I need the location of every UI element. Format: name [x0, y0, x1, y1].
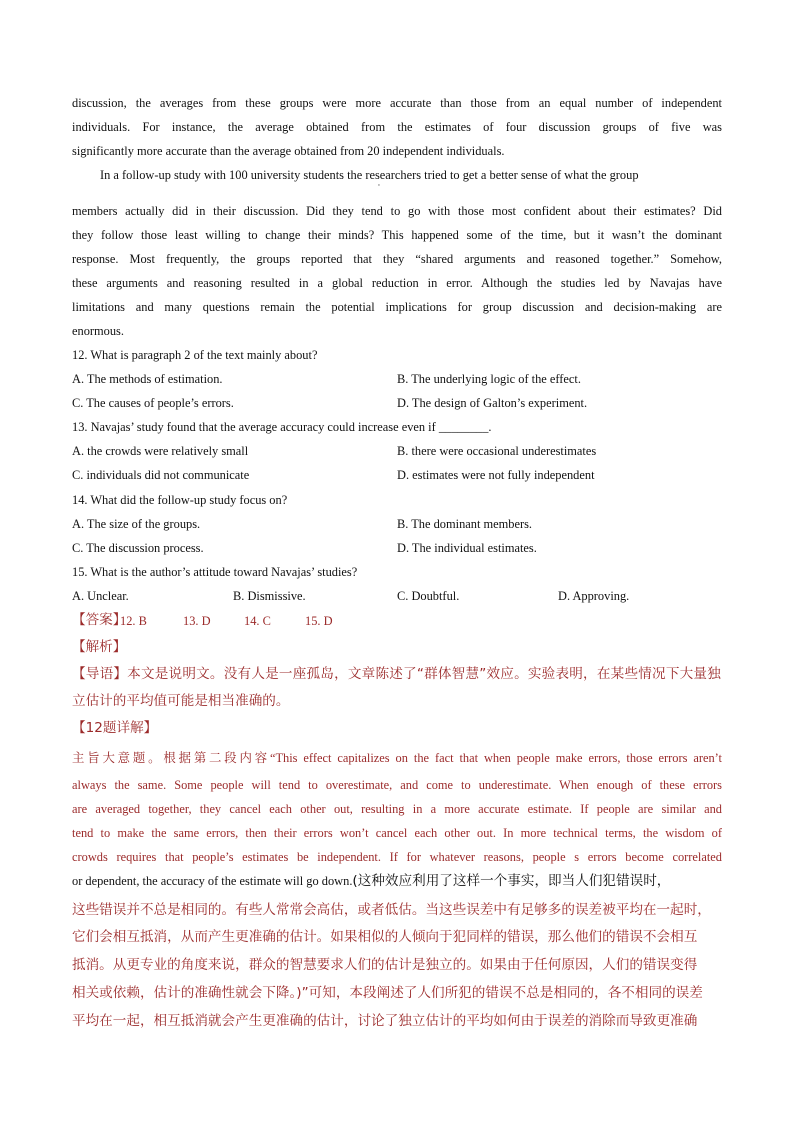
question-14-option-b: B. The dominant members.	[397, 517, 533, 531]
q12-cn-line-4: 相关或依赖，估计的准确性就会下降。)”可知，本段阐述了人们所犯的错误不总是相同的，各不相同的误差	[72, 985, 703, 1001]
q12-en-line-1: 主旨大意题。根据第二段内容“This effect capitalizes on the fact that when people make errors, those errors aren’t	[72, 751, 722, 765]
question-15-option-a: A. Unclear.	[72, 589, 129, 603]
q12-mixed-en: or dependent, the accuracy of the estimate will go down.	[72, 874, 353, 888]
answer-12: 12. B	[120, 614, 147, 628]
passage-p2-line-7: enormous.	[72, 324, 124, 338]
q12-en-line-2: always the same. Some people will tend to overestimate, and come to underestimate. When enough of these errors	[72, 778, 722, 792]
q12-en-line-5: crowds requires that people’s estimates be independent. If for whatever reasons, people s errors become correlated	[72, 850, 722, 864]
question-13-option-d: D. estimates were not fully independent	[397, 468, 595, 482]
answer-14: 14. C	[244, 614, 271, 628]
question-13-stem: 13. Navajas’ study found that the average accuracy could increase even if ________.	[72, 420, 492, 434]
passage-p2-line-6: limitations and many questions remain the potential implications for group discussion and decision-making are	[72, 300, 722, 314]
question-14-option-c: C. The discussion process.	[72, 541, 204, 555]
answer-13: 13. D	[183, 614, 211, 628]
passage-p2-line-4: response. Most frequently, the groups reported that they “shared arguments and reasoned together.” Somehow,	[72, 252, 722, 266]
question-13-option-c: C. individuals did not communicate	[72, 468, 250, 482]
passage-p1-line-2: individuals. For instance, the average obtained from the estimates of four discussion groups of five was	[72, 120, 722, 134]
q12-mixed-cn: (这种效应利用了这样一个事实，即当人们犯错误时，	[352, 873, 671, 889]
analysis-label: 【解析】	[72, 639, 127, 655]
question-12-option-d: D. The design of Galton’s experiment.	[397, 396, 588, 410]
q12-cn-line-3: 抵消。从更专业的角度来说，群众的智慧要求人们的估计是独立的。如果由于任何原因，人们的错误变得	[72, 957, 698, 973]
question-14-option-d: D. The individual estimates.	[397, 541, 537, 555]
passage-p2-line-5: these arguments and reasoning resulted in a global reduction in error. Although the studies led by Navajas have	[72, 276, 722, 290]
passage-p2-line-1: In a follow-up study with 100 university students the researchers tried to get a better sense of what the group	[100, 168, 639, 182]
question-12-stem: 12. What is paragraph 2 of the text mainly about?	[72, 348, 318, 362]
passage-p2-line-2: members actually did in their discussion. Did they tend to go with those most confident about their estimates? Did	[72, 204, 722, 218]
question-13-option-a: A. the crowds were relatively small	[72, 444, 249, 458]
question-12-option-b: B. The underlying logic of the effect.	[397, 372, 581, 386]
passage-p1-line-1: discussion, the averages from these groups were more accurate than those from an equal number of independent	[72, 96, 722, 110]
question-13-option-b: B. there were occasional underestimates	[397, 444, 597, 458]
question-12-option-a: A. The methods of estimation.	[72, 372, 223, 386]
question-15-option-d: D. Approving.	[558, 589, 630, 603]
question-15-stem: 15. What is the author’s attitude toward Navajas’ studies?	[72, 565, 358, 579]
question-15-option-c: C. Doubtful.	[397, 589, 460, 603]
q12-mixed-line	[72, 873, 722, 889]
q12-en-line-3: are averaged together, they cancel each other out, resulting in a more accurate estimate. If people are similar and	[72, 802, 722, 816]
question-14-stem: 14. What did the follow-up study focus on?	[72, 493, 288, 507]
passage-p1-line-3: significantly more accurate than the average obtained from 20 independent individuals.	[72, 144, 505, 158]
guide-line-1: 【导语】本文是说明文。没有人是一座孤岛，文章陈述了“群体智慧”效应。实验表明，在某些情况下大量独	[72, 666, 721, 682]
q12-detail-label: 【12题详解】	[72, 720, 158, 736]
q12-en-line-4: tend to make the same errors, then their errors won’t cancel each other out. In more technical terms, the wisdom of	[72, 826, 722, 840]
question-14-option-a: A. The size of the groups.	[72, 517, 201, 531]
q12-cn-line-1: 这些错误并不总是相同的。有些人常常会高估，或者低估。当这些误差中有足够多的误差被平均在一起时，	[72, 902, 711, 918]
answer-15: 15. D	[305, 614, 333, 628]
passage-p2-line-3: they follow those least willing to change their minds? This happened some of the time, but it wasn’t the dominant	[72, 228, 722, 242]
answers-label: 【答案】	[72, 612, 127, 628]
stray-mark: '	[378, 183, 380, 191]
q12-cn-line-2: 它们会相互抵消，从而产生更准确的估计。如果相似的人倾向于犯同样的错误，那么他们的错误不会相互	[72, 929, 698, 945]
q12-cn-line-5: 平均在一起，相互抵消就会产生更准确的估计，讨论了独立估计的平均如何由于误差的消除而导致更准确	[72, 1013, 698, 1029]
question-12-option-c: C. The causes of people’s errors.	[72, 396, 234, 410]
guide-line-2: 立估计的平均值可能是相当准确的。	[72, 693, 290, 709]
question-15-option-b: B. Dismissive.	[233, 589, 306, 603]
